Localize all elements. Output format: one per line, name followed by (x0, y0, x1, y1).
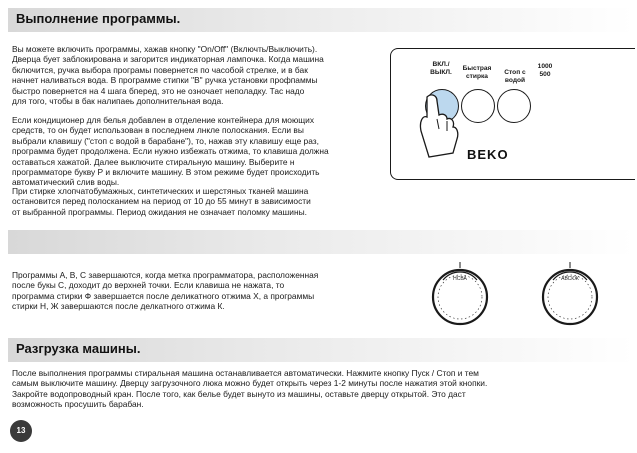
program-dial-1 (425, 262, 495, 332)
section-header-programs (8, 230, 634, 254)
pointing-finger-icon (413, 91, 463, 161)
page-number: 13 (10, 420, 32, 442)
quick-wash-label: Быстрая стирка (462, 65, 492, 80)
section-header-unloading (8, 338, 634, 362)
program-dial-2 (535, 262, 605, 332)
paragraph-unloading: После выполнения программы стиральная машина останавливается автоматически. Нажмите кнопку Пуск / Стоп и тем самым выключите машину. Дверцу загрузочного люка можно будет открыть через 1-2 минуты после нажатия этой кнопки. Закройте водопроводный кран. После того, как белье будет вынуто из машины, оставьте дверцу открытой. Это даст возможность просушить барабан. (12, 368, 488, 410)
brand-logo: BEKO (467, 147, 509, 162)
rinse-hold-button (497, 89, 531, 123)
rinse-hold-label: Стоп с водой (504, 69, 526, 84)
section-title: Разгрузка машины. (16, 341, 141, 356)
paragraph-softener: Если кондиционер для белья добавлен в отделение контейнера для моющих средств, то он будет использован в последнем лнкле полоскания. Если вы выбрали клавишу ("стоп с водой в барабане"), то, нажав эту клавишу еще раз, программа будет продолжена. Если нужно избежать отжима, то клавиша должна оставаться хажатой. Далее выключите стиральную машину. Выберите н программаторе букву Р и включите машину. В этом режиме будет происходить автоматический слив воды. (12, 115, 329, 188)
paragraph-program-end: Программы А, В, С завершаются, когда метка программатора, расположенная после букы С, доходит до верхней точки. Если клавиша не нажата, то программа стирки Ф завершается после деликатного отжима Х, а программы стирки Н, Ж завершаются после делкатного отжима К. (12, 270, 319, 312)
dial-2-letters: АВСКЖ (561, 276, 579, 282)
quick-wash-button (461, 89, 495, 123)
paragraph-pause: При стирке хлопчатобумажных, синтетических и шерстяных тканей машина остановится перед полосканием на период от 10 до 55 минут в зависимости от выбранной программы. Период ожидания не означает поломку машины. (12, 186, 311, 217)
paragraph-start-program: Вы можете включить программы, хажав кнопку "On/Off" (Включть/Выключить). Дверца бует заблокирована и загорится индикаторная лампочка. Когда машина бключится, ручка выбора програмы повернется по часобой стрелке, и в бак начнет наливаться вода. В программе стипки "В" ручка установки профпаммы быстро повернется на 4 шага бперед, это не озночает неполадку. Тас надо для того, чтобы в бак налипаеь дополнительная вода. (12, 44, 324, 107)
section-title: Выполнение программы. (16, 11, 181, 26)
on-off-label: ВКЛ./ ВЫКЛ. (430, 61, 452, 76)
dial-1-letters: НСВА (453, 276, 467, 282)
spin-speed-label: 1000 500 (537, 63, 553, 78)
section-header-running (8, 8, 634, 32)
control-panel-illustration (390, 48, 635, 180)
